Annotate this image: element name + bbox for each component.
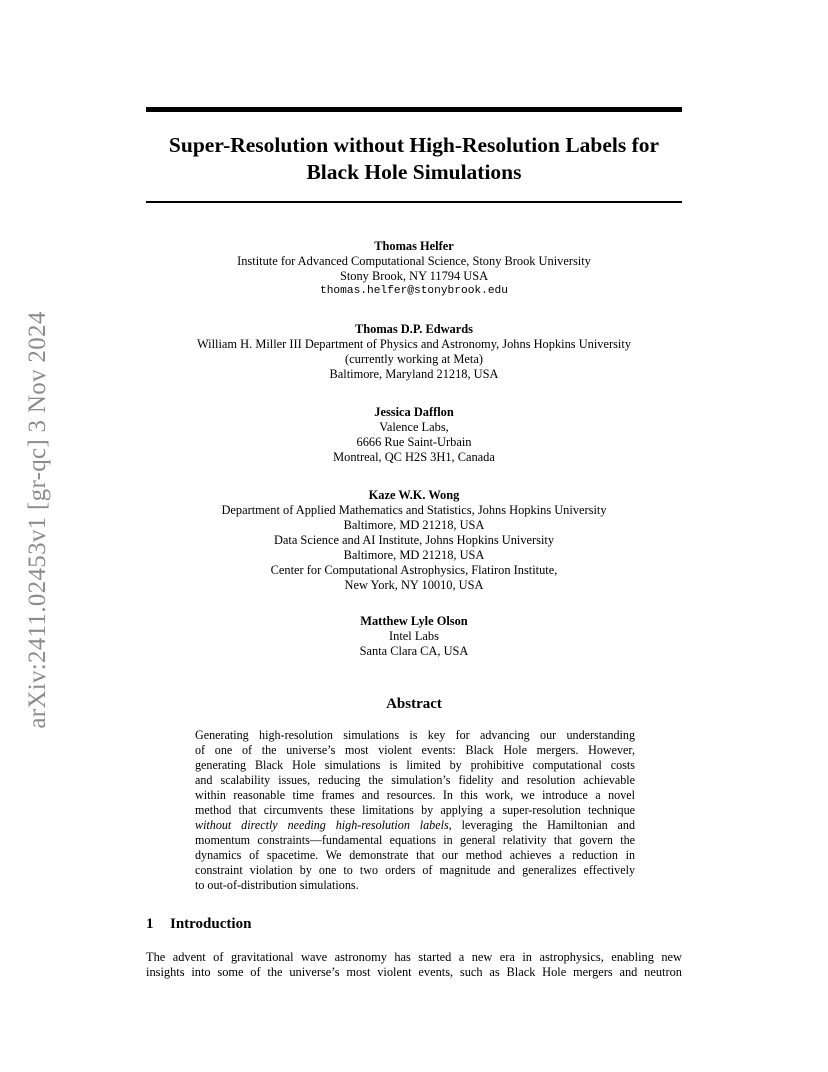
title-bottom-rule [146, 201, 682, 203]
author-address: Santa Clara CA, USA [359, 644, 469, 658]
abstract-line-rest: , leveraging the Hamiltonian and [448, 818, 635, 832]
author-name: Thomas Helfer [374, 239, 454, 253]
abstract-line: generating Black Hole simulations is limited by prohibitive computational costs [195, 758, 635, 772]
author-address: Baltimore, MD 21218, USA [343, 518, 485, 532]
section-number: 1 [146, 916, 154, 932]
title-top-rule [146, 107, 682, 112]
abstract-line-with-emphasis [195, 818, 635, 833]
author-name: Matthew Lyle Olson [360, 614, 468, 628]
abstract-line: method that circumvents these limitations by applying a super-resolution technique [195, 803, 635, 817]
author-affiliation: Valence Labs, [379, 420, 449, 434]
author-block-helfer [146, 239, 682, 299]
body-line: The advent of gravitational wave astronomy has started a new era in astrophysics, enabling new [146, 950, 682, 964]
abstract-line: momentum constraints—fundamental equations in general relativity that govern the [195, 833, 635, 847]
author-note: (currently working at Meta) [345, 352, 483, 366]
section-heading-introduction [146, 915, 251, 933]
abstract-line: of one of the universe’s most violent events: Black Hole mergers. However, [195, 743, 635, 757]
abstract-line: and scalability issues, reducing the simulation’s fidelity and resolution achievable [195, 773, 635, 787]
abstract-line: Generating high-resolution simulations is key for advancing our understanding [195, 728, 635, 742]
introduction-text [146, 950, 682, 980]
author-block-olson [146, 614, 682, 659]
abstract-heading: Abstract [386, 696, 442, 712]
paper-title [146, 132, 682, 186]
title-line-1: Super-Resolution without High-Resolution Labels for [168, 133, 660, 157]
author-block-wong [146, 488, 682, 593]
arxiv-identifier-stamp: arXiv:2411.02453v1 [gr-qc] 3 Nov 2024 [24, 311, 51, 729]
abstract-line: within reasonable time frames and resources. In this work, we introduce a novel [195, 788, 635, 802]
author-name: Thomas D.P. Edwards [355, 322, 473, 336]
author-name: Jessica Dafflon [374, 405, 454, 419]
author-affiliation: Center for Computational Astrophysics, Flatiron Institute, [270, 563, 558, 577]
abstract-line: dynamics of spacetime. We demonstrate that our method achieves a reduction in [195, 848, 635, 862]
author-address: 6666 Rue Saint-Urbain [356, 435, 472, 449]
abstract-line: to out-of-distribution simulations. [195, 878, 359, 892]
author-block-dafflon [146, 405, 682, 465]
abstract-emphasis: without directly needing high-resolution labels [195, 818, 449, 832]
author-name: Kaze W.K. Wong [368, 488, 460, 502]
title-line-2: Black Hole Simulations [306, 160, 522, 184]
author-address: Stony Brook, NY 11794 USA [339, 269, 489, 283]
body-line: insights into some of the universe’s most violent events, such as Black Hole mergers and neutron [146, 965, 682, 979]
section-title: Introduction [170, 916, 252, 932]
author-address: Baltimore, MD 21218, USA [343, 548, 485, 562]
author-affiliation: Institute for Advanced Computational Science, Stony Brook University [237, 254, 591, 268]
author-affiliation: William H. Miller III Department of Physics and Astronomy, Johns Hopkins University [196, 337, 632, 351]
author-email: thomas.helfer@stonybrook.edu [320, 285, 508, 297]
author-affiliation: Department of Applied Mathematics and Statistics, Johns Hopkins University [221, 503, 607, 517]
author-affiliation: Data Science and AI Institute, Johns Hopkins University [273, 533, 555, 547]
author-affiliation: Intel Labs [389, 629, 439, 643]
abstract-line: constraint violation by one to two orders of magnitude and generalizes effectively [195, 863, 635, 877]
author-address: Baltimore, Maryland 21218, USA [329, 367, 499, 381]
author-address: New York, NY 10010, USA [344, 578, 484, 592]
author-block-edwards [146, 322, 682, 382]
author-address: Montreal, QC H2S 3H1, Canada [333, 450, 495, 464]
abstract-text [195, 728, 635, 893]
